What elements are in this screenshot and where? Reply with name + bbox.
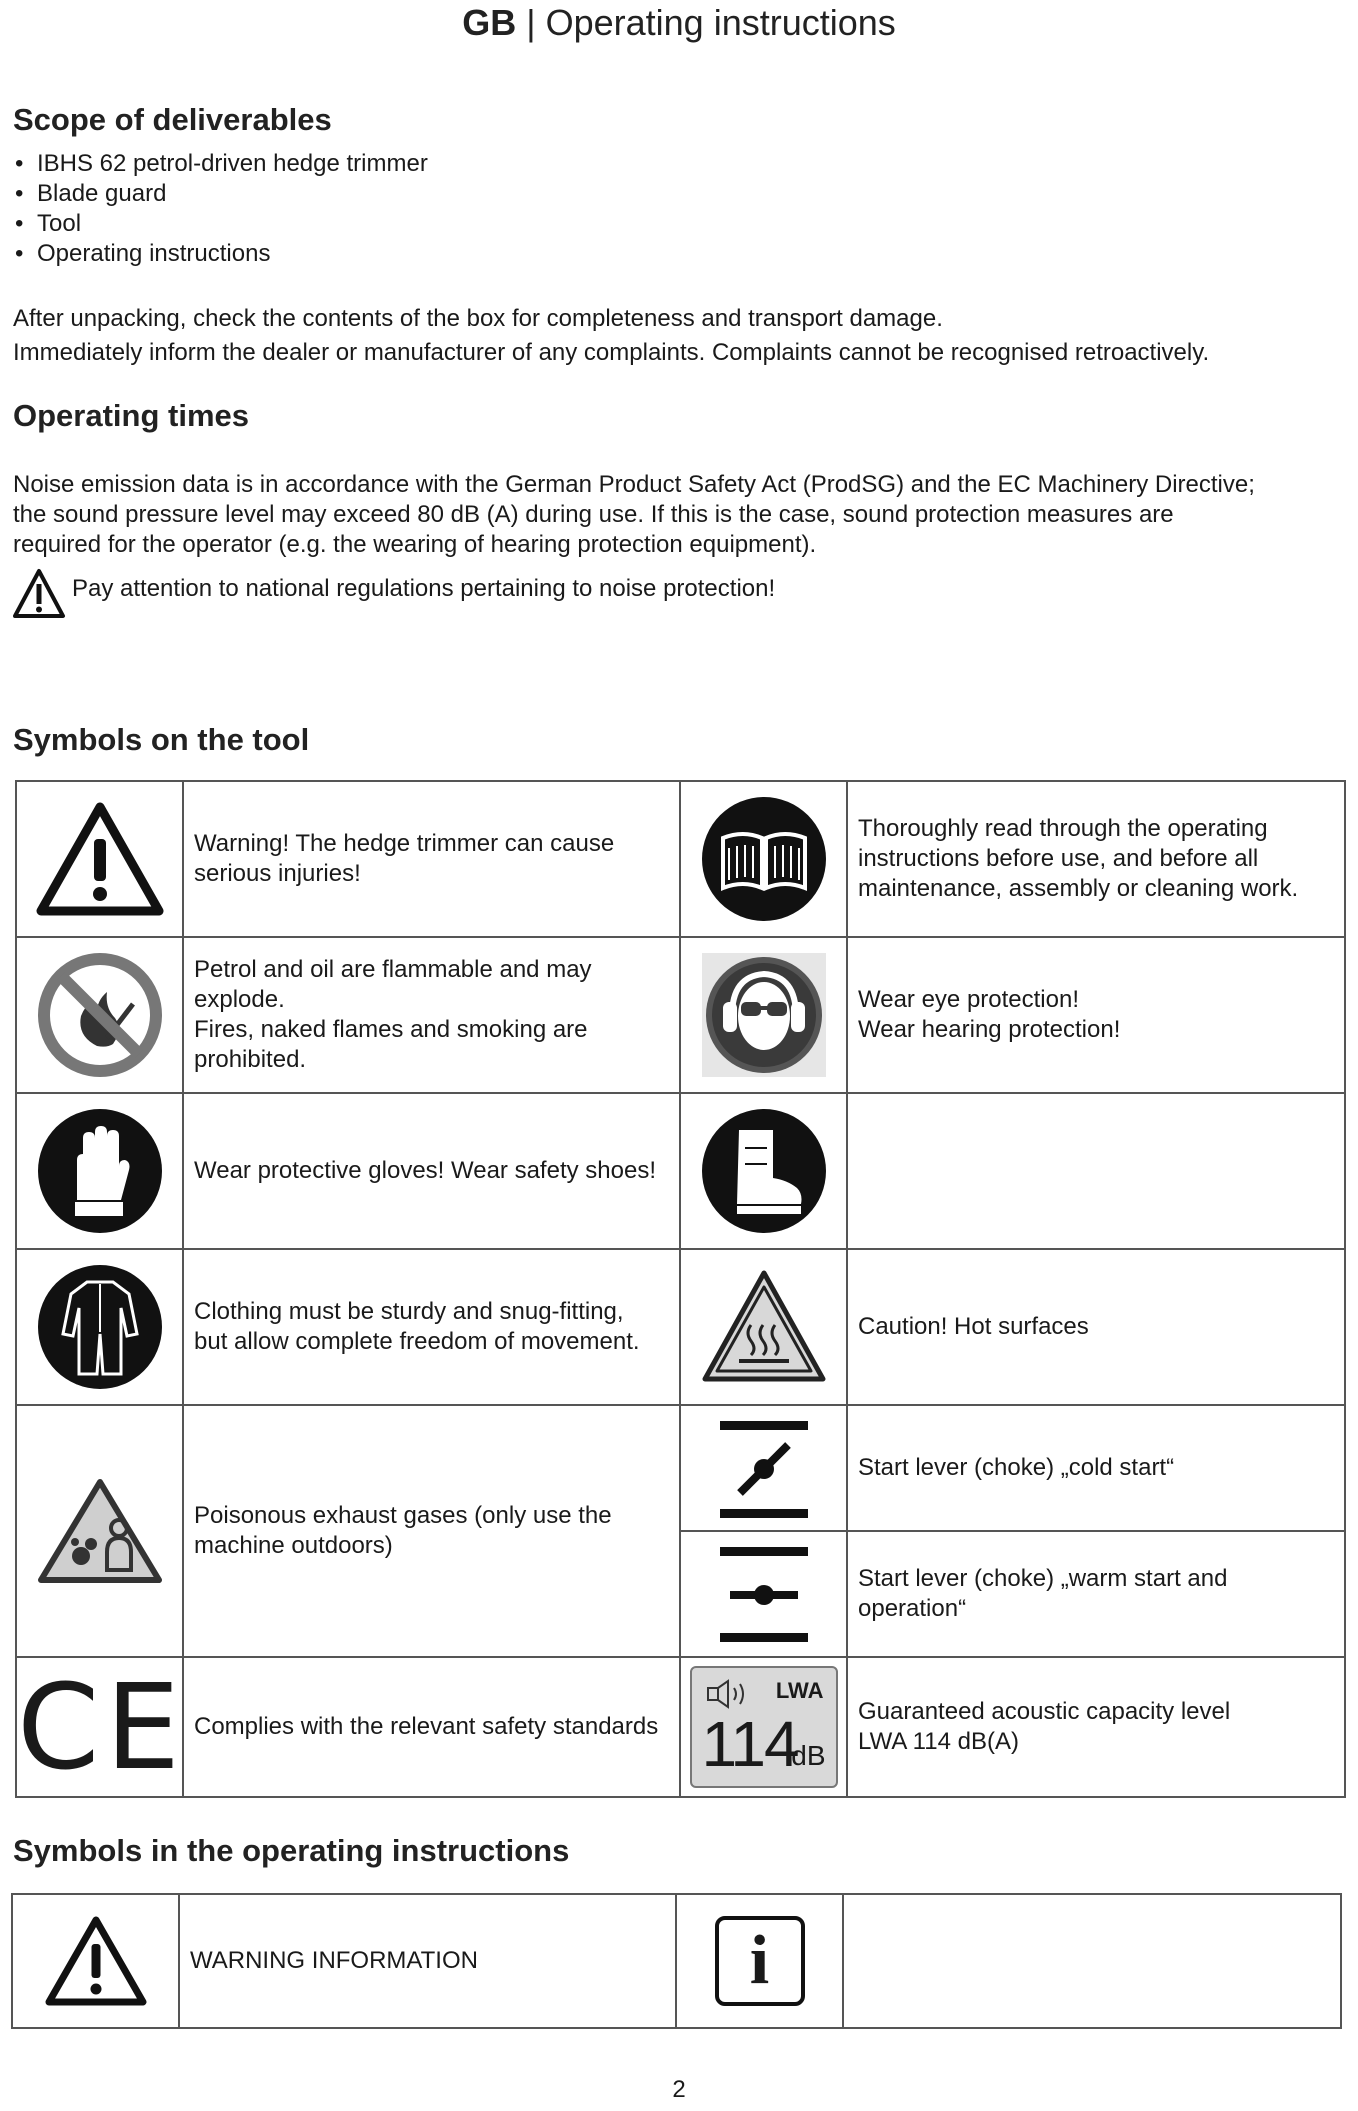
acoustic-line-1: Guaranteed acoustic capacity level: [858, 1698, 1231, 1725]
table-row: [12, 1894, 1341, 2028]
no-fire-icon: [16, 937, 183, 1093]
read-manual-icon: [680, 781, 847, 937]
choke-cold-icon: [681, 1406, 846, 1532]
noise-note: Pay attention to national regulations pertaining to noise protection!: [72, 575, 776, 602]
symbols-tool-heading: Symbols on the tool: [13, 722, 310, 757]
table-row: [16, 1405, 1345, 1657]
ce-text: Complies with the relevant safety standards: [183, 1657, 680, 1797]
exhaust-text: Poisonous exhaust gases (only use the machine outdoors): [183, 1405, 680, 1657]
lwa-unit: dB: [791, 1740, 826, 1771]
table-row: [16, 781, 1345, 937]
lwa-value: 114: [701, 1708, 798, 1780]
symbols-tool-table: [15, 780, 1346, 1798]
choke-texts-cell: [847, 1405, 1345, 1657]
exhaust-gas-icon: [16, 1405, 183, 1657]
header-lang: GB: [462, 2, 517, 43]
flammable-line-1: Petrol and oil are flammable and may explode.: [194, 956, 592, 1013]
operating-line-1: Noise emission data is in accordance with the German Product Safety Act (ProdSG) and the EC Machinery Directive;: [13, 471, 1255, 498]
scope-heading: Scope of deliverables: [13, 102, 332, 137]
header-title: Operating instructions: [545, 2, 896, 43]
symbols-manual-heading: Symbols in the operating instructions: [13, 1833, 570, 1868]
flammable-line-2: Fires, naked flames and smoking are prohibited.: [194, 1016, 588, 1073]
safety-shoes-icon: [680, 1093, 847, 1249]
warning-triangle-icon: [16, 781, 183, 937]
list-item: • Tool: [13, 209, 428, 239]
acoustic-text: [847, 1657, 1345, 1797]
gloves-shoes-text: Wear protective gloves! Wear safety shoes!: [183, 1093, 680, 1249]
empty-cell: [847, 1093, 1345, 1249]
cold-start-text: Start lever (choke) „cold start“: [848, 1406, 1344, 1532]
scope-list: [13, 149, 428, 269]
eye-protection-text: Wear eye protection!: [858, 986, 1080, 1013]
empty-cell: [843, 1894, 1341, 2028]
clothing-icon: [16, 1249, 183, 1405]
warning-information-text: WARNING INFORMATION: [179, 1894, 676, 2028]
list-item: • Operating instructions: [13, 239, 428, 269]
warning-icon: [12, 566, 66, 625]
list-item: • IBHS 62 petrol-driven hedge trimmer: [13, 149, 428, 179]
hot-surfaces-text: Caution! Hot surfaces: [847, 1249, 1345, 1405]
acoustic-line-2: LWA 114 dB(A): [858, 1728, 1019, 1755]
lwa-label: LWA: [775, 1678, 824, 1703]
operating-paragraph: [13, 470, 1353, 560]
table-row: [16, 1093, 1345, 1249]
read-manual-text: Thoroughly read through the operating instructions before use, and before all maintenance, assembly or cleaning work.: [847, 781, 1345, 937]
operating-line-3: required for the operator (e.g. the wearing of hearing protection equipment).: [13, 531, 817, 558]
sound-power-label-icon: [680, 1657, 847, 1797]
protection-text: [847, 937, 1345, 1093]
choke-warm-icon: [681, 1532, 846, 1656]
eye-ear-protection-icon: [680, 937, 847, 1093]
warm-start-text: Start lever (choke) „warm start and operation“: [858, 1565, 1228, 1622]
clothing-line-1: Clothing must be sturdy and snug-fitting,: [194, 1298, 624, 1325]
page-number: 2: [672, 2076, 686, 2103]
scope-para-2: Immediately inform the dealer or manufacturer of any complaints. Complaints cannot be recognised retroactively.: [13, 339, 1210, 366]
hot-surface-icon: [680, 1249, 847, 1405]
table-row: [16, 937, 1345, 1093]
gloves-icon: [16, 1093, 183, 1249]
ce-mark: CE: [17, 1658, 186, 1796]
page-header: [0, 2, 1358, 44]
info-icon: [676, 1894, 843, 2028]
header-separator: |: [526, 2, 536, 43]
warning-triangle-icon: [12, 1894, 179, 2028]
clothing-line-2: but allow complete freedom of movement.: [194, 1328, 640, 1355]
flammable-text: [183, 937, 680, 1093]
info-glyph: i: [749, 1922, 770, 1999]
symbols-manual-table: [11, 1893, 1342, 2029]
hearing-protection-text: Wear hearing protection!: [858, 1016, 1121, 1043]
clothing-text: [183, 1249, 680, 1405]
scope-para-1: After unpacking, check the contents of the box for completeness and transport damage.: [13, 305, 943, 332]
sound-icon: [706, 1678, 750, 1710]
table-row: [16, 1249, 1345, 1405]
ce-mark-icon: [16, 1657, 186, 1797]
operating-line-2: the sound pressure level may exceed 80 dB (A) during use. If this is the case, sound protection measures are: [13, 501, 1174, 528]
table-row: [16, 1657, 1345, 1797]
warning-text: Warning! The hedge trimmer can cause serious injuries!: [183, 781, 680, 937]
choke-icons-cell: [680, 1405, 847, 1657]
list-item: • Blade guard: [13, 179, 428, 209]
operating-heading: Operating times: [13, 398, 249, 433]
